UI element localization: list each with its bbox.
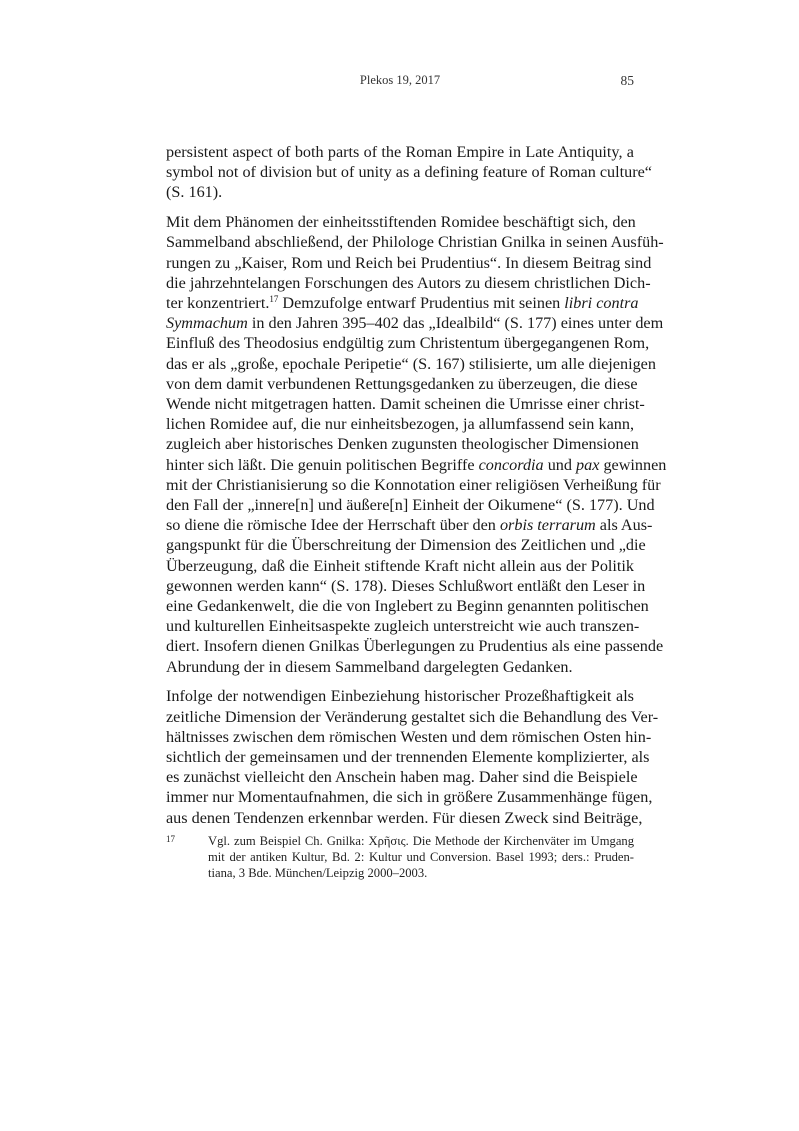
text-line: sichtlich der gemeinsamen und der trennenden Elemente komplizierter, als [166, 748, 650, 767]
text-line: aus denen Tendenzen erkennbar werden. Für diesen Zweck sind Beiträge, [166, 808, 643, 827]
footnote-reference[interactable]: 17 [269, 294, 279, 305]
text-line: es zunächst vielleicht den Anschein haben mag. Daher sind die Beispiele [166, 768, 638, 787]
text-line: diert. Insofern dienen Gnilkas Überlegungen zu Prudentius als eine passende [166, 637, 664, 656]
italic-term: libri contra [564, 294, 639, 313]
text-line: von dem damit verbundenen Rettungsgedanken zu überzeugen, die diese [166, 374, 638, 393]
footnote [166, 833, 634, 881]
italic-term: Symmachum [166, 314, 248, 333]
text-line: (S. 161). [166, 183, 223, 202]
text-line: das er als „große, epochale Peripetie“ (S. 167) stilisierte, um alle diejenigen [166, 354, 656, 373]
text-line: Infolge der notwendigen Einbeziehung historischer Prozeßhaftigkeit als [166, 687, 634, 706]
text-line: eine Gedankenwelt, die die von Inglebert zu Beginn genannten politischen [166, 597, 649, 616]
text-line: symbol not of division but of unity as a defining feature of Roman culture“ [166, 163, 652, 182]
footnote-line: Vgl. zum Beispiel Ch. Gnilka: Χρῆσις. Die Methode der Kirchenväter im Umgang [208, 834, 634, 848]
text-line: die jahrzehntelangen Forschungen des Autors zu diesem christlichen Dich- [166, 273, 651, 292]
text-line: rungen zu „Kaiser, Rom und Reich bei Prudentius“. In diesem Beitrag sind [166, 253, 652, 272]
text-line: immer nur Momentaufnahmen, die sich in größere Zusammenhänge fügen, [166, 788, 653, 807]
text-line: Mit dem Phänomen der einheitsstiftenden Romidee beschäftigt sich, den [166, 213, 636, 232]
text-line: zugleich aber historisches Denken zugunsten theologischer Dimensionen [166, 435, 639, 454]
journal-citation: Plekos 19, 2017 [359, 73, 441, 87]
text-line: und kulturellen Einheitsaspekte zugleich unterstreicht wie auch transzen- [166, 617, 640, 636]
page-number: 85 [620, 73, 634, 88]
footnote-text [208, 833, 634, 881]
footnotes-section [166, 833, 634, 881]
text-line: hinter sich läßt. Die genuin politischen Begriffe concordia und pax gewinnen [166, 455, 667, 474]
text-line: Wende nicht mitgetragen hatten. Damit scheinen die Umrisse einer christ- [166, 395, 645, 414]
text-line: Abrundung der in diesem Sammelband dargelegten Gedanken. [166, 657, 573, 676]
footnote-line: mit der antiken Kultur, Bd. 2: Kultur und Conversion. Basel 1993; ders.: Pruden- [208, 850, 634, 864]
paragraph [166, 212, 667, 677]
text-line: so diene die römische Idee der Herrschaft über den orbis terrarum als Aus- [166, 516, 653, 535]
text-line: den Fall der „innere[n] und äußere[n] Einheit der Oikumene“ (S. 177). Und [166, 496, 655, 515]
italic-term: concordia [478, 455, 544, 474]
text-line: Sammelband abschließend, der Philologe Christian Gnilka in seinen Ausfüh- [166, 233, 664, 252]
text-line: mit der Christianisierung so die Konnotation einer religiösen Verheißung für [166, 475, 661, 494]
italic-term: pax [576, 455, 600, 474]
body-text [166, 142, 667, 837]
text-line: zeitliche Dimension der Veränderung gestaltet sich die Behandlung des Ver- [166, 707, 659, 726]
text-line: Überzeugung, daß die Einheit stiftende Kraft nicht allein aus der Politik [166, 556, 634, 575]
footnote-line: tiana, 3 Bde. München/Leipzig 2000–2003. [208, 866, 428, 880]
footnote-number: 17 [166, 834, 175, 844]
text-line: gangspunkt für die Überschreitung der Dimension des Zeitlichen und „die [166, 536, 646, 555]
text-line: Einfluß des Theodosius endgültig zum Christentum übergegangenen Rom, [166, 334, 650, 353]
text-line: lichen Romidee auf, die nur einheitsbezogen, ja allumfassend sein kann, [166, 415, 634, 434]
paragraph [166, 142, 652, 203]
italic-term: orbis terrarum [499, 516, 596, 535]
text-line: hältnisses zwischen dem römischen Westen und dem römischen Osten hin- [166, 727, 652, 746]
running-header [166, 73, 634, 89]
paragraph [166, 686, 659, 827]
text-line: persistent aspect of both parts of the Roman Empire in Late Antiquity, a [166, 143, 634, 161]
text-line: Symmachum in den Jahren 395–402 das „Idealbild“ (S. 177) eines unter dem [166, 314, 664, 333]
text-line: ter konzentriert.$^{17}$ Demzufolge entwarf Prudentius mit seinen libri contra [166, 294, 639, 313]
text-line: gewonnen werden kann“ (S. 178). Dieses Schlußwort entläßt den Leser in [166, 576, 646, 595]
